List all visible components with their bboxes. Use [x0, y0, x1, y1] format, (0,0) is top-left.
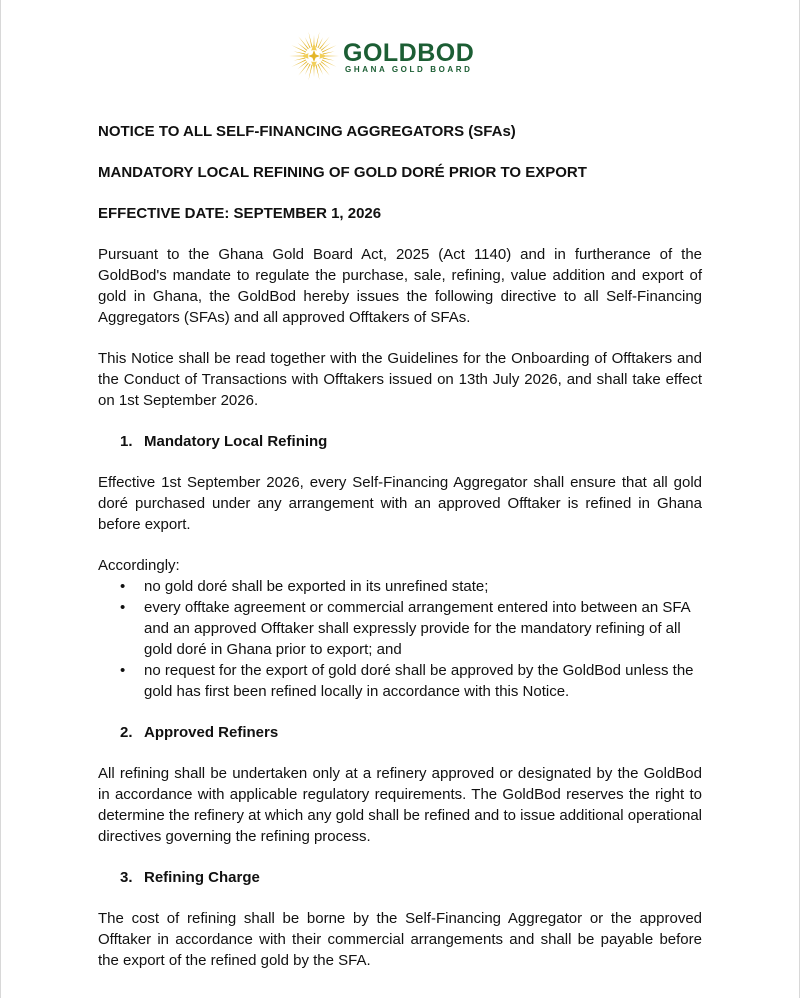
- list-item: [98, 597, 702, 660]
- section-2-body: All refining shall be undertaken only at a refinery approved or designated by the GoldBod in accordance with applicable regulatory requirements. The GoldBod reserves the right to determine the refinery at which any gold shall be refined and to issue additional operational directives governing the refining process.: [98, 765, 702, 845]
- list-item-text: no gold doré shall be exported in its unrefined state;: [144, 578, 489, 595]
- bullet-icon: •: [120, 599, 126, 616]
- bullet-icon: •: [120, 662, 126, 679]
- page-edge-left: [0, 0, 1, 998]
- sunburst-ray: [298, 61, 308, 69]
- sunburst-ray: [321, 43, 331, 51]
- sunburst-ray: [291, 45, 306, 52]
- sunburst-ray: [298, 43, 308, 51]
- notice-body: [98, 121, 702, 971]
- sunburst-ray: [317, 64, 323, 75]
- section-1-lead: Accordingly:: [98, 557, 180, 574]
- sunburst-ray: [294, 58, 306, 61]
- section-3-heading: [120, 867, 702, 888]
- logo-subtitle: GHANA GOLD BOARD: [345, 65, 473, 74]
- section-1-body: Effective 1st September 2026, every Self-Financing Aggregator shall ensure that all gold doré purchased under any arrangement with an approved Offtaker is refined in Ghana before export.: [98, 474, 702, 533]
- section-number: 3.: [120, 869, 133, 886]
- sunburst-ray: [323, 51, 335, 54]
- sunburst-ray: [305, 64, 311, 75]
- sunburst-ray: [321, 61, 331, 69]
- notice-title: NOTICE TO ALL SELF-FINANCING AGGREGATORS (SFAs): [98, 123, 516, 140]
- sunburst-ray: [322, 45, 337, 52]
- list-item-text: every offtake agreement or commercial arrangement entered into between an SFA and an approved Offtaker shall expressly provide for the mandatory refining of all gold doré in Ghana prior to export; and: [144, 599, 690, 658]
- section-number: 1.: [120, 433, 133, 450]
- sunburst-ray: [322, 59, 337, 66]
- list-item: [98, 576, 702, 597]
- sunburst-ray: [294, 51, 306, 54]
- gold-sunburst-icon: [288, 30, 340, 82]
- section-title: Refining Charge: [144, 869, 260, 886]
- section-number: 2.: [120, 724, 133, 741]
- notice-subject: MANDATORY LOCAL REFINING OF GOLD DORÉ PRIOR TO EXPORT: [98, 164, 587, 181]
- section-title: Mandatory Local Refining: [144, 433, 328, 450]
- section-title: Approved Refiners: [144, 724, 279, 741]
- goldbod-logo: [288, 30, 478, 82]
- section-2-heading: [120, 722, 702, 743]
- section-1-heading: [120, 431, 702, 452]
- section-1-bullet-list: [98, 576, 702, 702]
- sunburst-ray: [305, 37, 311, 48]
- list-item: [98, 660, 702, 702]
- sunburst-ray: [291, 59, 306, 66]
- intro-paragraph: Pursuant to the Ghana Gold Board Act, 2025 (Act 1140) and in furtherance of the GoldBod's mandate to regulate the purchase, sale, refining, value addition and export of gold in Ghana, the GoldBod hereby issues the following directive to all Self-Financing Aggregators (SFAs) and all approved Offtakers of SFAs.: [98, 246, 702, 326]
- effective-date: EFFECTIVE DATE: SEPTEMBER 1, 2026: [98, 205, 382, 222]
- section-3-body: The cost of refining shall be borne by the Self-Financing Aggregator or the approved Offtaker in accordance with their commercial arrangements and shall be payable before the export of the refined gold by the SFA.: [98, 910, 702, 969]
- reading-note-paragraph: This Notice shall be read together with the Guidelines for the Onboarding of Offtakers and the Conduct of Transactions with Offtakers issued on 13th July 2026, and shall take effect on 1st September 2026.: [98, 350, 702, 409]
- list-item-text: no request for the export of gold doré shall be approved by the GoldBod unless the gold has first been refined locally in accordance with this Notice.: [144, 662, 694, 700]
- bullet-icon: •: [120, 578, 126, 595]
- sunburst-ray: [323, 58, 335, 61]
- sunburst-ray: [317, 37, 323, 48]
- logo-wordmark: GOLDBOD: [343, 39, 475, 67]
